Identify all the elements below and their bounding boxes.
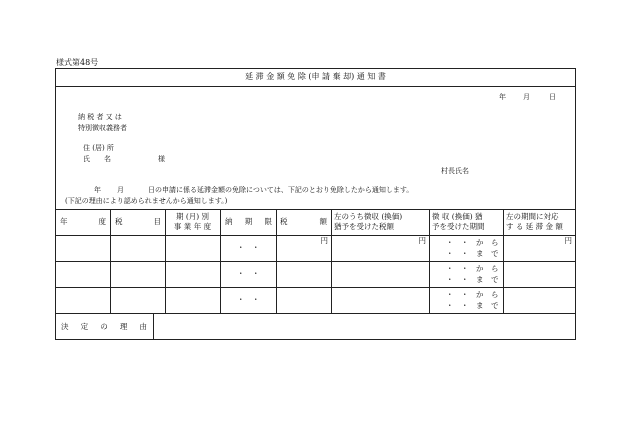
header-grace-period-line2: 予を受けた期間 [432, 222, 485, 231]
row1-period-to: ・ ・ ま で [446, 249, 499, 258]
document-title: 延 滞 金 額 免 除 (申 請 棄 却) 通 知 書 [245, 72, 386, 81]
recipient-label-line1: 納 税 者 又 は [78, 113, 122, 121]
header-grace-period-line1: 徴 収 (換価) 猶 [432, 212, 483, 221]
row1-period-from: ・ ・ か ら [446, 238, 499, 247]
date-month-label: 月 [523, 93, 530, 101]
body-month: 月 [117, 186, 124, 194]
col-divider [110, 209, 111, 313]
col-divider [331, 209, 332, 313]
col-divider [429, 209, 430, 313]
row1-grace-yen: 円 [418, 236, 426, 245]
row2-bottom-line [55, 287, 576, 288]
title-divider [55, 86, 576, 87]
recipient-label-line2: 特別徴収義務者 [78, 124, 127, 132]
header-period-line1: 期 (月) 別 [175, 212, 210, 221]
decision-reason-label: 決 定 の 理 由 [61, 322, 147, 331]
row1-deadline-dots: ・ ・ [237, 243, 260, 252]
body-sentence: 日の申請に係る延滞金額の免除については、下記のとおり免除したから通知します。 [148, 186, 414, 194]
row1-tax-yen: 円 [320, 236, 328, 245]
row2-period-to: ・ ・ ま で [446, 275, 499, 284]
form-number: 様式第48号 [56, 58, 99, 67]
row3-period-from: ・ ・ か ら [446, 290, 499, 299]
header-tax-item: 税 目 [115, 217, 161, 226]
header-grace-amount-line2: 猶予を受けた税額 [334, 222, 394, 231]
row3-period-to: ・ ・ ま で [446, 301, 499, 310]
body-year: 年 [94, 186, 101, 194]
col-divider [276, 209, 277, 313]
row3-bottom-line [55, 313, 576, 314]
col-divider [503, 209, 504, 313]
header-exempt-amount-line2: す る 延 滞 金 額 [506, 222, 563, 231]
body-alternate-sentence: (下記の理由により認められませんから通知します。) [65, 197, 228, 205]
row3-deadline-dots: ・ ・ [237, 295, 260, 304]
name-label: 氏 名 [83, 155, 111, 163]
header-exempt-amount-line1: 左の期間に対応 [506, 212, 559, 221]
row1-bottom-line [55, 261, 576, 262]
row1-exempt-yen: 円 [564, 236, 572, 245]
header-fiscal-year: 年 度 [60, 217, 106, 226]
sender-name-label: 村長氏名 [441, 167, 469, 175]
col-divider [220, 209, 221, 313]
date-year-label: 年 [499, 93, 506, 101]
honorific: 様 [158, 155, 165, 163]
row2-period-from: ・ ・ か ら [446, 264, 499, 273]
address-label: 住 (居) 所 [83, 144, 114, 152]
row2-deadline-dots: ・ ・ [237, 269, 260, 278]
header-payment-deadline: 納 期 限 [225, 217, 272, 226]
header-tax-amount: 税 額 [280, 217, 327, 226]
reason-divider [153, 313, 154, 340]
date-day-label: 日 [549, 93, 556, 101]
table-top-line [55, 209, 576, 210]
header-period-line2: 事 業 年 度 [173, 222, 212, 231]
header-grace-amount-line1: 左のうち徴収 (換価) [334, 212, 403, 221]
